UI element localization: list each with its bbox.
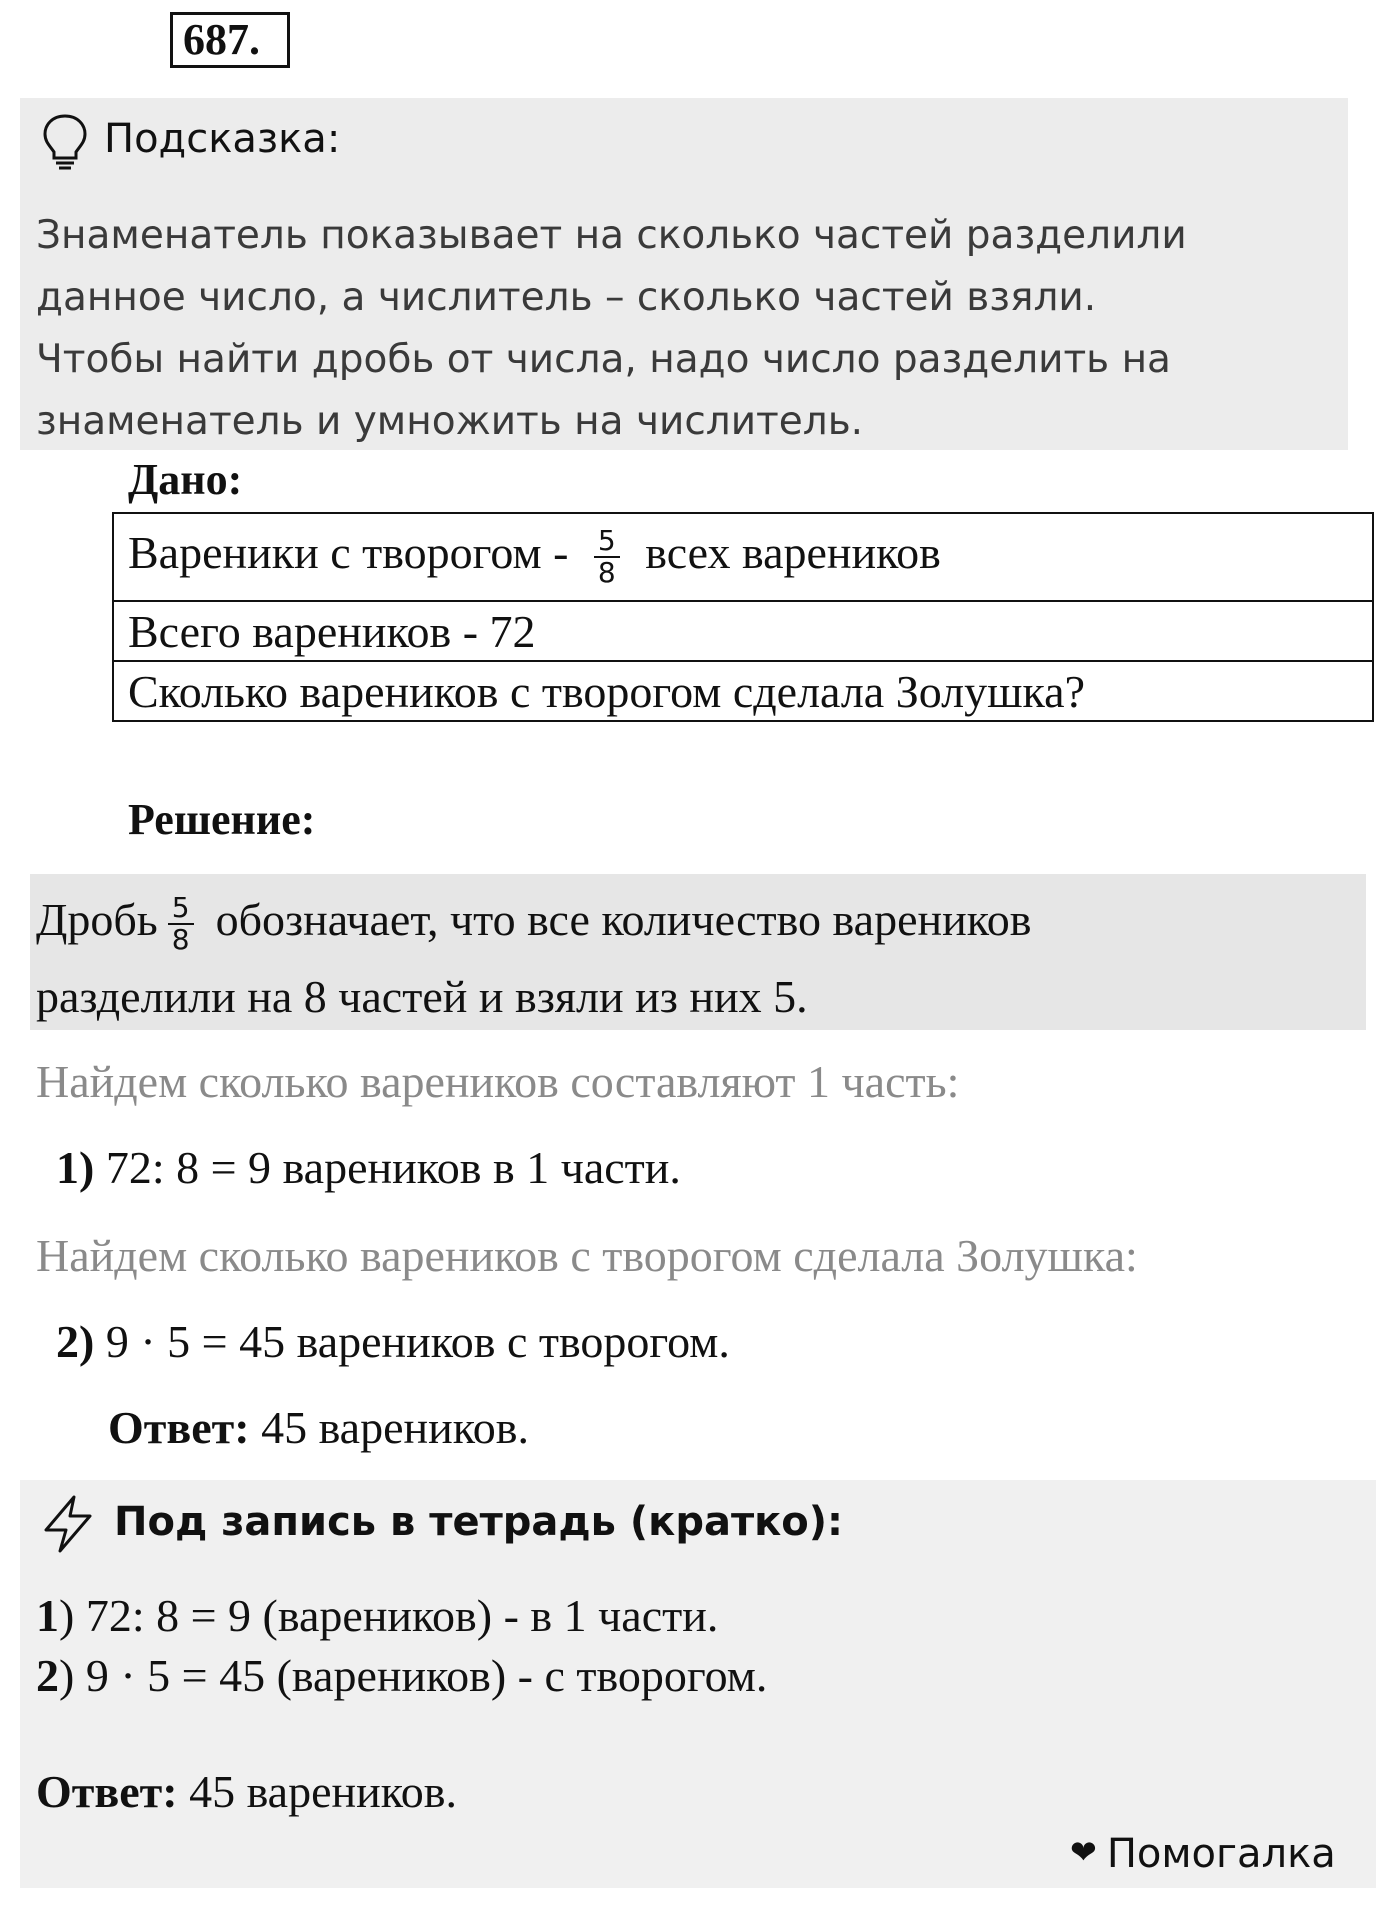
solution-step [56,1136,681,1200]
answer [108,1396,529,1460]
step-number: 1) [56,1142,95,1193]
heart-icon: ❤ [1070,1833,1097,1871]
lightning-icon [40,1494,96,1554]
step-expression: ) 72: 8 = 9 [59,1590,252,1641]
table-row [113,601,1373,661]
lightbulb-icon [40,112,90,170]
step-number: 2) [56,1316,95,1367]
fraction [594,526,620,588]
hint-line: данное число, а числитель – сколько частей взяли. [36,275,1097,320]
step-expression: 9 · 5 = 45 [105,1316,286,1367]
solution-label: Решение: [128,795,316,844]
table-cell [113,513,1373,601]
step-text: вареников в 1 части. [282,1142,681,1193]
step-text: (вареников) - в 1 части. [251,1590,719,1641]
notebook-line [36,1646,767,1706]
step-expression: ) 9 · 5 = 45 [59,1650,266,1701]
step-number: 2 [36,1650,59,1701]
explain-suffix: обозначает, что все количество вареников [215,894,1032,945]
given-row1-prefix: Вареники с творогом - [128,526,569,578]
fraction-numerator: 5 [594,526,620,558]
table-cell: Всего вареников - 72 [113,601,1373,661]
hint-line: Чтобы найти дробь от числа, надо число разделить на [36,337,1171,382]
notebook-title: Под запись в тетрадь (кратко): [114,1499,844,1545]
step-description: Найдем сколько вареников составляют 1 часть: [36,1056,960,1107]
step-description: Найдем сколько вареников с творогом сделала Золушка: [36,1230,1138,1281]
notebook-line [36,1586,718,1646]
fraction [168,893,194,955]
notebook-answer [36,1760,457,1824]
solution-step [56,1310,730,1374]
answer-label: Ответ: [108,1402,250,1453]
explanation-line: разделили на 8 частей и взяли из них 5. [36,971,808,1022]
step-expression: 72: 8 = 9 [105,1142,272,1193]
given-label: Дано: [128,455,243,504]
brand-name: Помогалка [1106,1831,1336,1877]
fraction-numerator: 5 [168,893,194,925]
fraction-denominator: 8 [597,556,616,590]
table-row [113,513,1373,601]
table-row [113,661,1373,721]
step-number: 1 [36,1590,59,1641]
fraction-denominator: 8 [171,923,190,957]
brand [1070,1824,1336,1882]
answer-value: 45 вареников. [189,1766,457,1817]
hint-line: Знаменатель показывает на сколько частей разделили [36,213,1187,258]
explain-prefix: Дробь [36,894,158,945]
step-text: вареников с творогом. [296,1316,730,1367]
given-row1-suffix: всех вареников [645,526,941,578]
step-text: (вареников) - с творогом. [265,1650,768,1701]
hint-line: знаменатель и умножить на числитель. [36,399,864,444]
given-table [112,512,1374,722]
explanation-line [36,880,1031,960]
answer-label: Ответ: [36,1766,178,1817]
task-number: 687. [170,12,290,68]
hint-title: Подсказка: [104,116,341,162]
table-cell: Сколько вареников с творогом сделала Золушка? [113,661,1373,721]
hint-text [36,205,1336,453]
answer-value: 45 вареников. [261,1402,529,1453]
